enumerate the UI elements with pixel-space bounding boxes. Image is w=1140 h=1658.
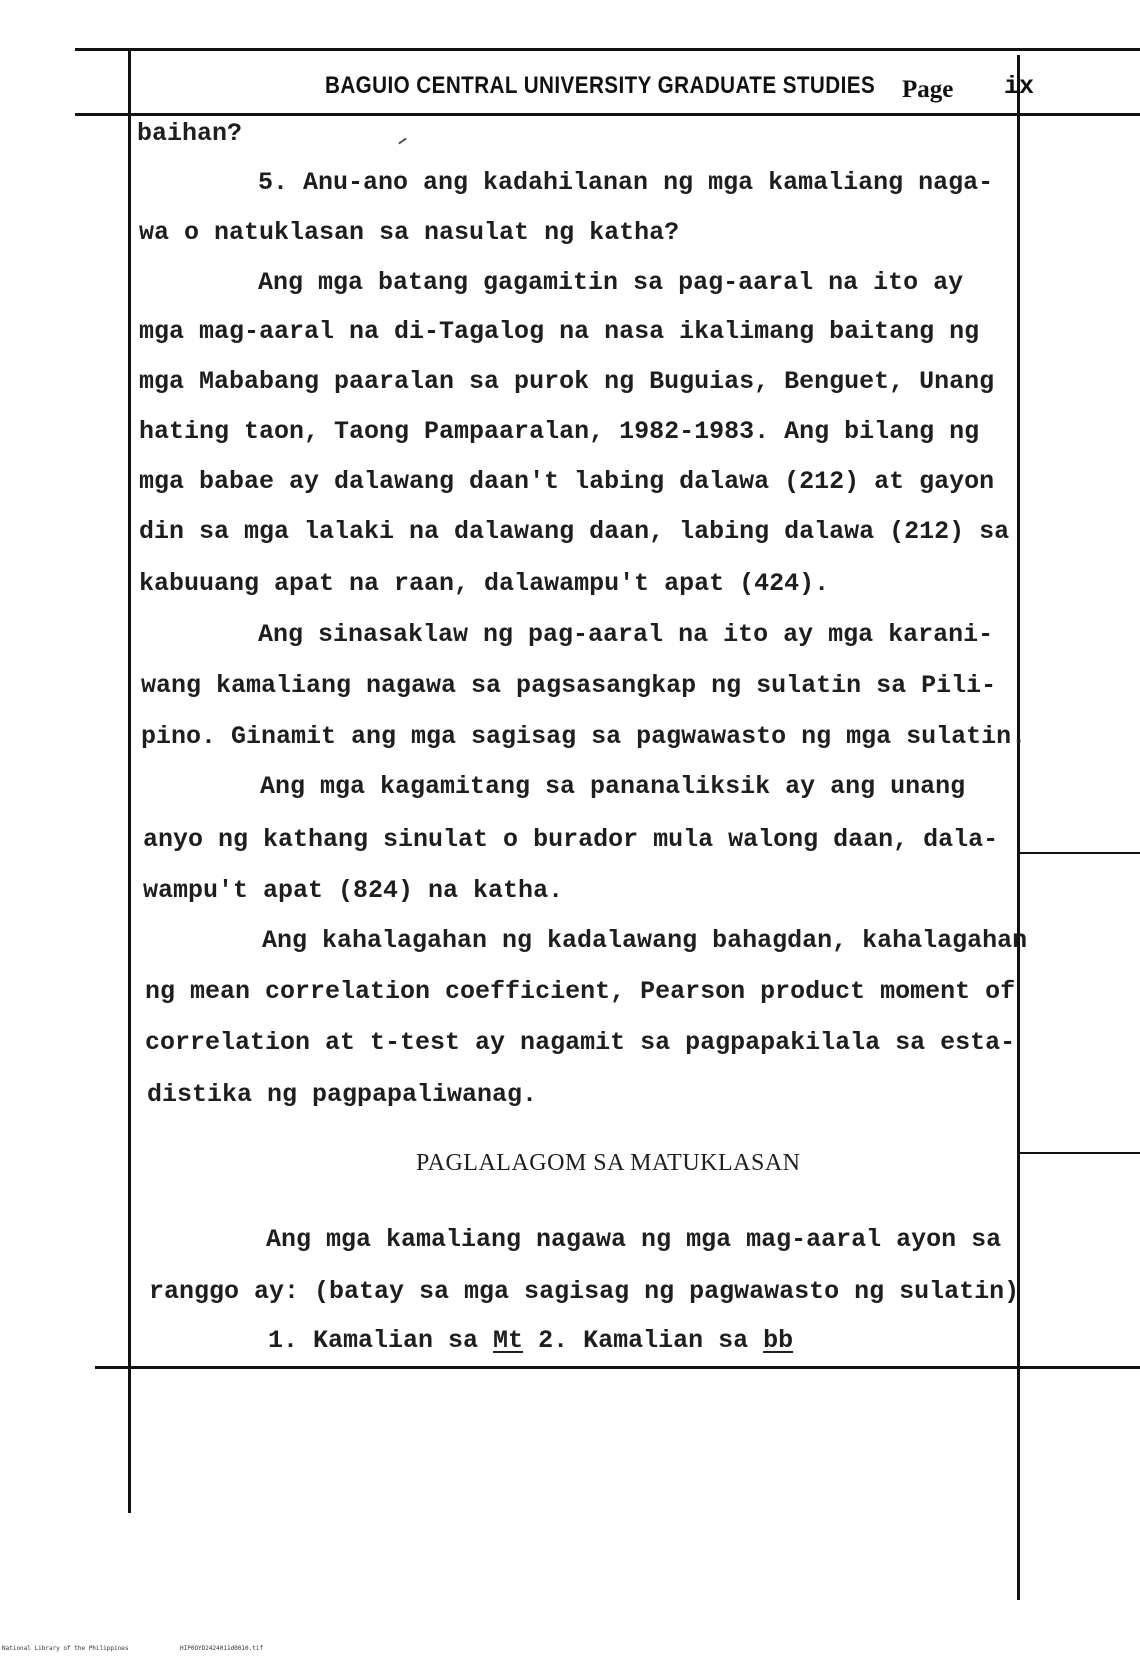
university-header-title: BAGUIO CENTRAL UNIVERSITY GRADUATE STUDIES	[325, 72, 876, 99]
body-line: hating taon, Taong Pampaaralan, 1982-1983. Ang bilang ng	[139, 417, 980, 446]
body-line: baihan?	[137, 119, 243, 148]
rank-item-2-prefix: 2. Kamalian sa	[523, 1326, 764, 1355]
body-line: wang kamaliang nagawa sa pagsasangkap ng sulatin sa Pili-	[141, 671, 997, 700]
summary-line: ranggo ay: (batay sa mga sagisag ng pagwawasto ng sulatin)	[149, 1277, 1020, 1306]
summary-line: Ang mga kamaliang nagawa ng mga mag-aaral ayon sa	[266, 1225, 1002, 1254]
ranking-line	[268, 1328, 793, 1353]
rank-item-2-code: bb	[763, 1326, 794, 1355]
right-margin-line	[1017, 55, 1020, 1600]
page-number: ix	[1004, 72, 1035, 101]
header-rule-line	[75, 113, 1140, 116]
body-line: mga mag-aaral na di-Tagalog na nasa ikalimang baitang ng	[139, 317, 980, 346]
body-line: wampu't apat (824) na katha.	[143, 876, 564, 905]
body-line: Ang mga kagamitang sa pananaliksik ay ang unang	[260, 772, 966, 801]
body-line: Ang mga batang gagamitin sa pag-aaral na ito ay	[258, 268, 964, 297]
section-heading: PAGLALAGOM SA MATUKLASAN	[416, 1150, 801, 1176]
body-line: wa o natuklasan sa nasulat ng katha?	[139, 218, 680, 247]
footer-library-label: National Library of the Philippines	[2, 1645, 129, 1652]
body-line: ng mean correlation coefficient, Pearson product moment of	[145, 977, 1016, 1006]
right-edge-tick-1	[1020, 852, 1140, 854]
body-line: Ang kahalagahan ng kadalawang bahagdan, kahalagahan	[262, 926, 1028, 955]
page-label: Page	[902, 76, 954, 103]
body-line: mga Mababang paaralan sa purok ng Buguias, Benguet, Unang	[139, 367, 995, 396]
top-border-line	[75, 48, 1140, 51]
left-margin-line	[128, 48, 131, 1513]
rank-item-1-code: Mt	[493, 1326, 524, 1355]
footer-file-id: HIP0OYD2424011d0010.tif	[180, 1645, 264, 1652]
bottom-rule-line	[95, 1366, 1140, 1369]
body-line: distika ng pagpapaliwanag.	[147, 1080, 538, 1109]
body-line: correlation at t-test ay nagamit sa pagpapakilala sa esta-	[145, 1028, 1016, 1057]
body-line: anyo ng kathang sinulat o burador mula walong daan, dala-	[143, 825, 999, 854]
body-line: Ang sinasaklaw ng pag-aaral na ito ay mga karani-	[258, 620, 994, 649]
rank-item-1-prefix: 1. Kamalian sa	[268, 1326, 494, 1355]
body-line: pino. Ginamit ang mga sagisag sa pagwawasto ng mga sulatin.	[141, 722, 1027, 751]
body-line: 5. Anu-ano ang kadahilanan ng mga kamaliang naga-	[258, 168, 994, 197]
body-line: mga babae ay dalawang daan't labing dalawa (212) at gayon	[139, 467, 995, 496]
body-line: din sa mga lalaki na dalawang daan, labing dalawa (212) sa	[139, 517, 1010, 546]
scan-speck	[398, 138, 407, 145]
body-line: kabuuang apat na raan, dalawampu't apat (424).	[139, 569, 830, 598]
right-edge-tick-2	[1020, 1152, 1140, 1154]
